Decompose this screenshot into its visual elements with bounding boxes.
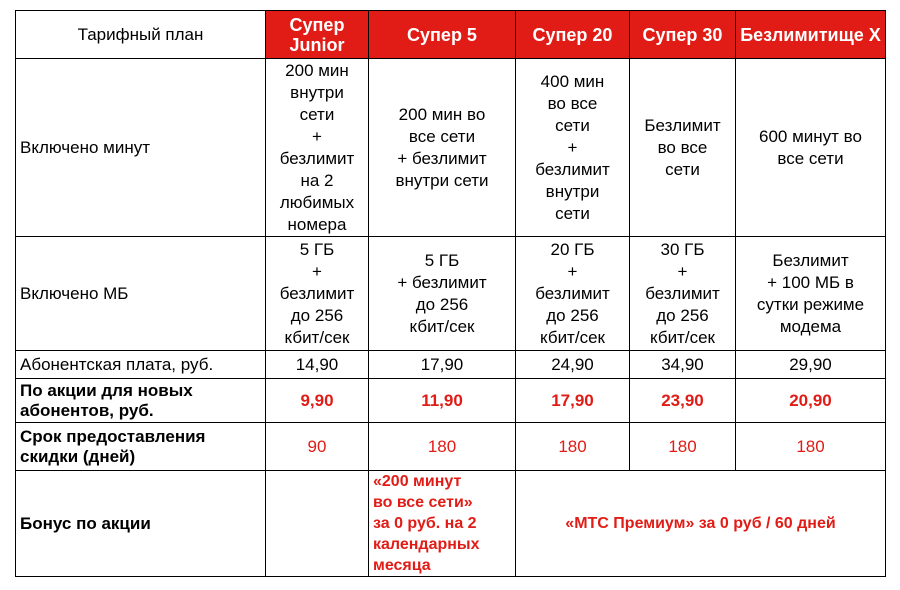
fee-value: 29,90 bbox=[736, 351, 886, 379]
fee-value: 17,90 bbox=[369, 351, 516, 379]
cell-line: 5 ГБ bbox=[299, 239, 335, 259]
cell-line: 400 мин bbox=[540, 71, 605, 91]
cell-line: все сети bbox=[408, 126, 476, 146]
cell-line: до 256 bbox=[290, 305, 344, 325]
cell-line: + безлимит bbox=[397, 272, 487, 292]
cell-line: во все bbox=[547, 93, 598, 113]
cell-line: 20 ГБ bbox=[550, 239, 595, 259]
cell-line: + bbox=[312, 261, 322, 281]
cell-line: сети bbox=[555, 115, 590, 135]
cell-line: во все сети» bbox=[373, 494, 473, 511]
header-row bbox=[16, 11, 886, 59]
term-label: Срок предоставления скидки (дней) bbox=[16, 423, 266, 471]
tariff-table bbox=[15, 10, 886, 577]
promo-value: 17,90 bbox=[516, 379, 630, 423]
cell-line: модема bbox=[779, 316, 842, 336]
term-value: 90 bbox=[266, 423, 369, 471]
minutes-row bbox=[16, 59, 886, 237]
cell-line: сети bbox=[665, 159, 700, 179]
fee-value: 24,90 bbox=[516, 351, 630, 379]
fee-value: 14,90 bbox=[266, 351, 369, 379]
term-value: 180 bbox=[369, 423, 516, 471]
cell-line: 30 ГБ bbox=[660, 239, 705, 259]
cell-line: во все bbox=[657, 137, 708, 157]
cell-line: 5 ГБ bbox=[424, 250, 460, 270]
minutes-cell bbox=[369, 59, 516, 237]
bonus-label: Бонус по акции bbox=[16, 471, 266, 577]
promo-label: По акции для новых абонентов, руб. bbox=[16, 379, 266, 423]
bonus-empty-cell bbox=[266, 471, 369, 577]
cell-line: любимых bbox=[279, 192, 355, 212]
traffic-label: Включено МБ bbox=[16, 237, 266, 351]
cell-line: за 0 руб. на 2 bbox=[373, 515, 477, 532]
bonus-row bbox=[16, 471, 886, 577]
cell-line: кбит/сек bbox=[540, 327, 605, 347]
cell-line: внутри bbox=[290, 82, 344, 102]
cell-line: + bbox=[567, 261, 578, 281]
cell-line: + bbox=[312, 126, 322, 146]
cell-line: на 2 bbox=[300, 170, 334, 190]
bonus-mts-premium: «МТС Премиум» за 0 руб / 60 дней bbox=[516, 471, 886, 577]
cell-line: 200 мин во bbox=[398, 104, 486, 124]
cell-line: месяца bbox=[373, 557, 431, 574]
cell-line: кбит/сек bbox=[409, 316, 475, 336]
cell-line: до 256 bbox=[546, 305, 599, 325]
cell-line: + безлимит bbox=[397, 148, 487, 168]
plan-super-5: Супер 5 bbox=[369, 11, 516, 59]
minutes-cell bbox=[736, 59, 886, 237]
traffic-row bbox=[16, 237, 886, 351]
minutes-cell bbox=[630, 59, 736, 237]
traffic-cell bbox=[266, 237, 369, 351]
cell-line: календарных bbox=[373, 536, 480, 553]
plan-super-20: Супер 20 bbox=[516, 11, 630, 59]
traffic-cell bbox=[516, 237, 630, 351]
cell-line: + bbox=[677, 261, 688, 281]
minutes-cell bbox=[266, 59, 369, 237]
fee-row bbox=[16, 351, 886, 379]
promo-value: 11,90 bbox=[369, 379, 516, 423]
promo-row bbox=[16, 379, 886, 423]
cell-line: все сети bbox=[777, 148, 844, 168]
cell-line: номера bbox=[287, 214, 347, 234]
cell-line: + 100 МБ в bbox=[767, 272, 854, 292]
cell-line: кбит/сек bbox=[650, 327, 715, 347]
cell-line: 200 мин bbox=[285, 60, 349, 80]
term-value: 180 bbox=[736, 423, 886, 471]
promo-value: 23,90 bbox=[630, 379, 736, 423]
cell-line: сети bbox=[299, 104, 335, 124]
promo-value: 20,90 bbox=[736, 379, 886, 423]
fee-value: 34,90 bbox=[630, 351, 736, 379]
cell-line: кбит/сек bbox=[284, 327, 350, 347]
bonus-super5 bbox=[369, 471, 516, 577]
promo-value: 9,90 bbox=[266, 379, 369, 423]
traffic-cell bbox=[630, 237, 736, 351]
term-value: 180 bbox=[630, 423, 736, 471]
cell-line: + bbox=[567, 137, 578, 157]
cell-line: внутри bbox=[545, 181, 600, 201]
cell-line: «200 минут bbox=[373, 473, 462, 490]
cell-line: Безлимит bbox=[644, 115, 721, 135]
cell-line: безлимит bbox=[279, 148, 355, 168]
plan-super-junior: Супер Junior bbox=[266, 11, 369, 59]
fee-label: Абонентская плата, руб. bbox=[16, 351, 266, 379]
cell-line: безлимит bbox=[535, 283, 610, 303]
minutes-label: Включено минут bbox=[16, 59, 266, 237]
minutes-cell bbox=[516, 59, 630, 237]
cell-line: до 256 bbox=[415, 294, 469, 314]
cell-line: Безлимит bbox=[772, 250, 849, 270]
term-value: 180 bbox=[516, 423, 630, 471]
header-row-label: Тарифный план bbox=[16, 11, 266, 59]
cell-line: сутки режиме bbox=[756, 294, 865, 314]
term-row bbox=[16, 423, 886, 471]
cell-line: до 256 bbox=[656, 305, 709, 325]
plan-bezlimitische-x: Безлимитище X bbox=[736, 11, 886, 59]
cell-line: сети bbox=[555, 203, 590, 223]
traffic-cell bbox=[369, 237, 516, 351]
plan-super-30: Супер 30 bbox=[630, 11, 736, 59]
cell-line: безлимит bbox=[535, 159, 610, 179]
traffic-cell bbox=[736, 237, 886, 351]
cell-line: безлимит bbox=[279, 283, 355, 303]
cell-line: 600 минут во bbox=[759, 126, 862, 146]
cell-line: безлимит bbox=[645, 283, 720, 303]
cell-line: внутри сети bbox=[395, 170, 489, 190]
